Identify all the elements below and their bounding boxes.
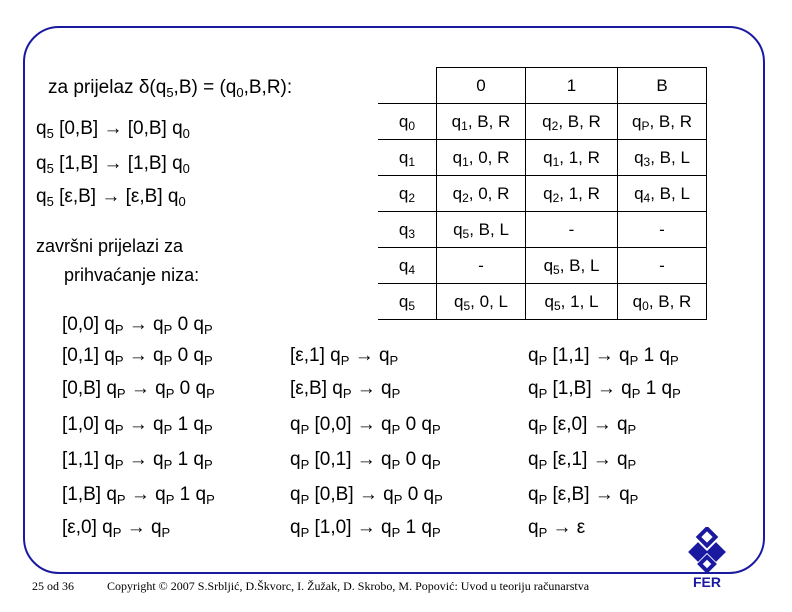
final-rule: $q_P \to \varepsilon$ xyxy=(528,517,586,540)
table-cell: - xyxy=(618,248,707,284)
final-rule: [ε,1] $q_P \to q_P$ xyxy=(290,345,399,368)
final-rule: $q_P$ $[1,1] \to q_P$ 1 $q_P$ xyxy=(528,345,679,368)
arrow-icon: → xyxy=(594,484,614,505)
arrow-icon: → xyxy=(358,484,378,505)
arrow-icon: → xyxy=(356,414,376,435)
final-rule: [0,1] $q_P \to q_P$ 0 $q_P$ xyxy=(62,345,213,368)
table-corner xyxy=(378,68,437,104)
final-rule: $q_P$ $[1,B] \to q_P$ 1 $q_P$ xyxy=(528,378,681,401)
table-cell: - xyxy=(526,212,618,248)
final-rule: [0,0] $q_P \to q_P$ 0 $q_P$ xyxy=(62,314,213,337)
arrow-icon: → xyxy=(130,484,150,505)
table-cell: $q_2$, 0, R xyxy=(437,176,526,212)
arrow-icon: → xyxy=(103,153,123,174)
arrow-icon: → xyxy=(103,118,123,139)
final-rule: [ε,B] $q_P \to q_P$ xyxy=(290,378,401,401)
table-cell: $q_1$, 1, R xyxy=(526,140,618,176)
final-rule: $q_P$ $[1,0] \to q_P$ 1 $q_P$ xyxy=(290,517,441,540)
table-cell: $q_3$, B, L xyxy=(618,140,707,176)
table-cell: $q_0$, B, R xyxy=(618,284,707,320)
svg-text:FER: FER xyxy=(693,574,721,590)
final-heading-line2: prihvaćanje niza: xyxy=(64,265,200,285)
state-label: $q_0$ xyxy=(378,104,437,140)
arrow-icon: → xyxy=(130,378,150,399)
final-rule: [1,B] $q_P \to q_P$ 1 $q_P$ xyxy=(62,484,215,507)
page-number: 25 od 36 xyxy=(32,579,74,593)
arrow-icon: → xyxy=(356,449,376,470)
table-cell: $q_5$, B, L xyxy=(437,212,526,248)
table-cell: $q_5$, B, L xyxy=(526,248,618,284)
final-rule: $q_P$ $[\varepsilon,B] \to q_P$ xyxy=(528,484,639,507)
arrow-icon: → xyxy=(594,345,614,366)
state-label: $q_5$ xyxy=(378,284,437,320)
final-rule: $q_P$ $[\varepsilon,1] \to q_P$ xyxy=(528,449,637,472)
state-label: $q_1$ xyxy=(378,140,437,176)
eps-rule: $q_5$ [1,B] → [1,B] $q_0$ xyxy=(36,153,190,176)
table-header-row xyxy=(378,68,707,104)
table-cell: $q_5$, 0, L xyxy=(437,284,526,320)
final-rule: [0,B] $q_P \to q_P$ 0 $q_P$ xyxy=(62,378,215,401)
table-cell: $q_P$, B, R xyxy=(618,104,707,140)
table-row xyxy=(378,176,707,212)
arrow-icon: → xyxy=(592,449,612,470)
arrow-icon: → xyxy=(354,345,374,366)
arrow-icon: → xyxy=(128,449,148,470)
table-cell: $q_4$, B, L xyxy=(618,176,707,212)
arrow-icon: → xyxy=(592,414,612,435)
slide-title: za prijelaz $\delta(q_5,B) = (q_0,B,R)$: xyxy=(48,77,293,100)
table-row xyxy=(378,248,707,284)
fer-logo-icon xyxy=(687,527,727,591)
arrow-icon: → xyxy=(356,378,376,399)
table-cell: $q_1$, B, R xyxy=(437,104,526,140)
arrow-icon: → xyxy=(356,517,376,538)
table-cell: $q_2$, 1, R xyxy=(526,176,618,212)
arrow-icon: → xyxy=(128,345,148,366)
final-rule: $q_P$ $[0,0] \to q_P$ 0 $q_P$ xyxy=(290,414,441,437)
state-label: $q_4$ xyxy=(378,248,437,284)
table-header: B xyxy=(618,68,707,104)
eps-rule: $q_5$ [0,B] → [0,B] $q_0$ xyxy=(36,118,190,141)
table-cell: $q_5$, 1, L xyxy=(526,284,618,320)
arrow-icon: → xyxy=(596,378,616,399)
state-label: $q_3$ xyxy=(378,212,437,248)
table-header: 0 xyxy=(437,68,526,104)
table-header: 1 xyxy=(526,68,618,104)
table-cell: $q_2$, B, R xyxy=(526,104,618,140)
table-row xyxy=(378,284,707,320)
arrow-icon: → xyxy=(128,314,148,335)
final-rule: [ε,0] $q_P \to q_P$ xyxy=(62,517,171,540)
table-row xyxy=(378,212,707,248)
eps-rule: $q_5$ [ε,B] → [ε,B] $q_0$ xyxy=(36,186,186,209)
final-rule: [1,0] $q_P \to q_P$ 1 $q_P$ xyxy=(62,414,213,437)
table-cell: - xyxy=(437,248,526,284)
copyright-text: Copyright © 2007 S.Srbljić, D.Škvorc, I. Žužak, D. Skrobo, M. Popović: Uvod u teoriju računarstva xyxy=(107,579,590,593)
final-rule: $q_P$ $[0,B] \to q_P$ 0 $q_P$ xyxy=(290,484,443,507)
transition-table xyxy=(378,67,707,320)
table-cell: - xyxy=(618,212,707,248)
final-rule: $q_P$ $[0,1] \to q_P$ 0 $q_P$ xyxy=(290,449,441,472)
state-label: $q_2$ xyxy=(378,176,437,212)
arrow-icon: → xyxy=(552,517,572,538)
arrow-icon: → xyxy=(101,186,121,207)
table-row xyxy=(378,104,707,140)
final-heading-line1: završni prijelazi za xyxy=(36,236,184,256)
arrow-icon: → xyxy=(128,414,148,435)
arrow-icon: → xyxy=(126,517,146,538)
final-rule: [1,1] $q_P \to q_P$ 1 $q_P$ xyxy=(62,449,213,472)
final-rule: $q_P$ $[\varepsilon,0] \to q_P$ xyxy=(528,414,637,437)
table-row xyxy=(378,140,707,176)
table-cell: $q_1$, 0, R xyxy=(437,140,526,176)
